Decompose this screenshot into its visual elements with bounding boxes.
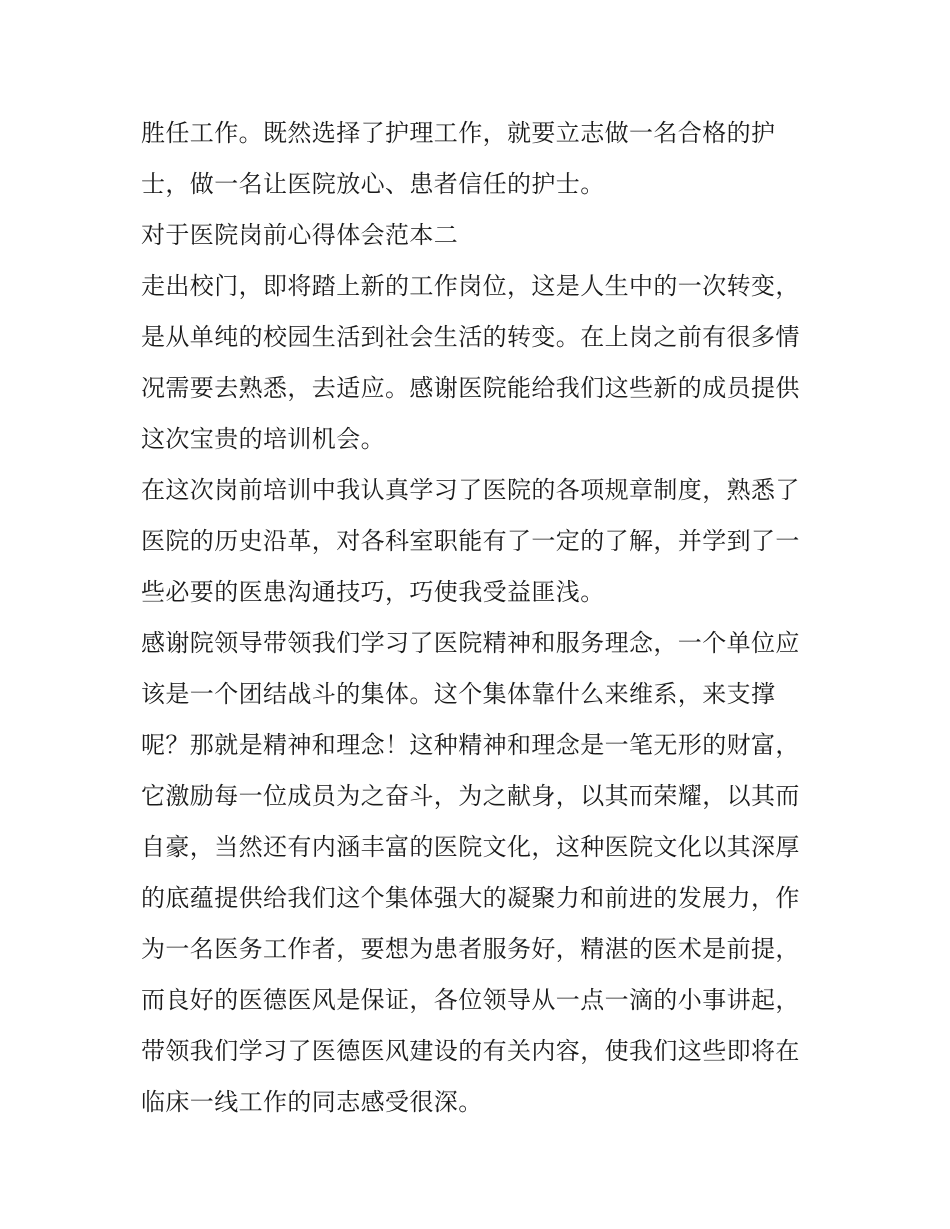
text-line: 些必要的医患沟通技巧，巧使我受益匪浅。 (141, 578, 605, 606)
text-line: 是从单纯的校园生活到社会生活的转变。在上岗之前有很多情 (141, 323, 800, 351)
text-line: 这次宝贵的培训机会。 (141, 425, 385, 453)
text-line: 在这次岗前培训中我认真学习了医院的各项规章制度，熟悉了 (141, 476, 800, 504)
text-line: 医院的历史沿革，对各科室职能有了一定的了解，并学到了一 (141, 527, 800, 555)
text-line: 带领我们学习了医德医风建设的有关内容，使我们这些即将在 (141, 1037, 800, 1065)
text-line: 临床一线工作的同志感受很深。 (141, 1088, 483, 1116)
text-line: 走出校门，即将踏上新的工作岗位，这是人生中的一次转变， (141, 272, 800, 300)
text-line: 为一名医务工作者，要想为患者服务好，精湛的医术是前提， (141, 935, 800, 963)
text-line: 该是一个团结战斗的集体。这个集体靠什么来维系，来支撑 (141, 680, 776, 708)
text-line: 胜任工作。既然选择了护理工作，就要立志做一名合格的护 (141, 119, 776, 147)
text-line: 而良好的医德医风是保证，各位领导从一点一滴的小事讲起， (141, 986, 800, 1014)
text-line: 呢？那就是精神和理念！这种精神和理念是一笔无形的财富， (141, 731, 800, 759)
text-line: 自豪，当然还有内涵丰富的医院文化，这种医院文化以其深厚 (141, 833, 800, 861)
text-line: 感谢院领导带领我们学习了医院精神和服务理念，一个单位应 (141, 629, 800, 657)
section-heading: 对于医院岗前心得体会范本二 (141, 221, 459, 249)
document-body (141, 108, 821, 1128)
text-line: 它激励每一位成员为之奋斗，为之献身，以其而荣耀，以其而 (141, 782, 800, 810)
text-line: 士，做一名让医院放心、患者信任的护士。 (141, 170, 605, 198)
text-line: 的底蕴提供给我们这个集体强大的凝聚力和前进的发展力，作 (141, 884, 800, 912)
text-line: 况需要去熟悉，去适应。感谢医院能给我们这些新的成员提供 (141, 374, 800, 402)
